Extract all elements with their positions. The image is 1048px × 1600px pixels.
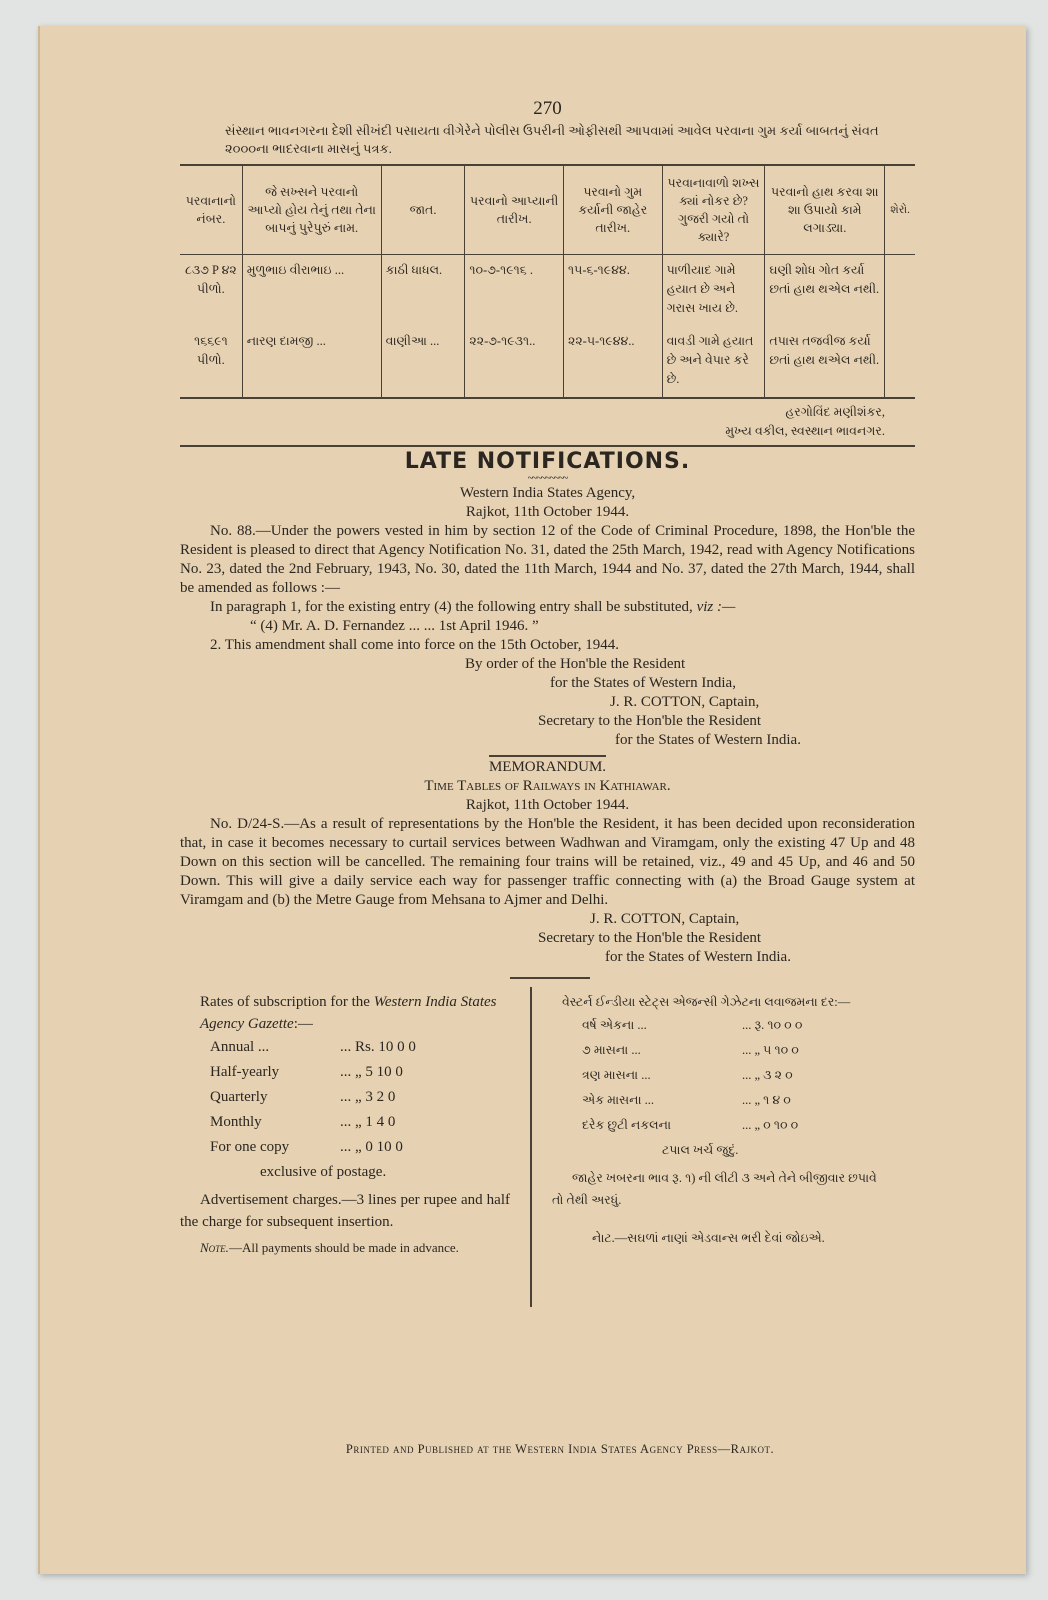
signature-line: for the States of Western India, bbox=[550, 675, 736, 691]
gujarati-payment-note: નેાટ.—સઘળાં નાણાં એડવાન્સ ભરી દેવાં જોઇએ. bbox=[592, 1231, 825, 1245]
section-divider bbox=[180, 445, 915, 447]
rate-row: Half-yearly ... „ 5 10 0 bbox=[210, 1064, 403, 1080]
amended-entry: “ (4) Mr. A. D. Fernandez ... ... 1st April 1946. ” bbox=[250, 618, 539, 634]
cell: ૨૨-૭-૧૯૩૧.. bbox=[465, 326, 564, 398]
signature-line: હરગોવિંદ મણીશંકર, bbox=[785, 405, 885, 419]
col-remarks: શેરો. bbox=[885, 165, 915, 255]
cell: પાળીયાદ ગામે હયાત છે અને ગરાસ ખાય છે. bbox=[662, 255, 765, 327]
signature-line: By order of the Hon'ble the Resident bbox=[465, 656, 686, 672]
printer-imprint: Printed and Published at the Western India States Agency Press—Rajkot. bbox=[345, 1442, 775, 1456]
rate-row: Monthly ... „ 1 4 0 bbox=[210, 1114, 396, 1130]
cell: ૨૨-૫-૧૯૪૪.. bbox=[564, 326, 663, 398]
gujarati-advertisement-charges: જાહેર ખબરના ભાવ રૂ. ૧) ની લીટી ૩ અને તેને બીજીવાર છપાવે તો તેથી અરધું. bbox=[552, 1171, 877, 1207]
gujarati-subscription-heading: વેસ્ટર્ન ઈન્ડીયા સ્ટેટ્સ એજન્સી ગેઝેટના લવાજમના દર:— bbox=[562, 995, 851, 1009]
col-lost-date: પરવાનો ગુમ કર્યાની જાહેર તારીખ. bbox=[564, 165, 663, 255]
cell: નારણ દામજી ... bbox=[242, 326, 381, 398]
table-row bbox=[180, 326, 915, 398]
gujarati-register-title: સંસ્થાન ભાવનગરના દેશી સીખંદી પસાયતા વીગેરેને પોલીસ ઉપરીની ઓફીસથી આપવામાં આવેલ પરવાના ગુમ કર્યા બાબતનું સંવત ૨૦૦૦ના ભાદરવાના માસનું પત્રક. bbox=[225, 123, 879, 156]
memorandum-text: No. D/24-S.—As a result of representations by the Hon'ble the Resident, it has been decided upon reconsideration that, in case it becomes necessary to curtail services between Wadhwan and Viramgam, only the existing 47 Up and 48 Down on this section will be cancelled. The remaining four trains will be retained, viz., 49 and 45 Up, and 46 and 50 Down. This will give a daily service each way for passenger traffic connecting with (a) the Broad Gauge system at Viramgam and (b) the Metre Gauge from Mehsana to Ajmer and Delhi. bbox=[180, 816, 915, 908]
col-recovery-steps: પરવાનો હાથ કરવા શા શા ઉપાયો કામે લગાડ્યા. bbox=[765, 165, 885, 255]
rate-row: દરેક છુટી નકલના ... „ ૦ ૧૦ ૦ bbox=[582, 1118, 799, 1132]
payment-note bbox=[180, 1233, 510, 1259]
memorandum-subtitle: Time Tables of Railways in Kathiawar. bbox=[424, 778, 671, 794]
signature-line: J. R. COTTON, Captain, bbox=[590, 911, 740, 927]
cell bbox=[885, 255, 915, 327]
notification-amendment-text bbox=[180, 598, 915, 617]
signature-line: for the States of Western India. bbox=[615, 732, 801, 748]
gazette-name: Western India States Agency Gazette bbox=[200, 994, 497, 1032]
signature-line: J. R. COTTON, Captain, bbox=[610, 694, 760, 710]
cell: વાવડી ગામે હયાત છે અને વેપાર કરે છે. bbox=[662, 326, 765, 398]
viz-label: viz :— bbox=[696, 599, 736, 615]
subscription-gujarati bbox=[552, 991, 882, 1249]
gazette-page bbox=[38, 26, 1026, 1574]
rate-row: ૭ માસના ... ... „ ૫ ૧૦ ૦ bbox=[582, 1043, 799, 1057]
signature-line: for the States of Western India. bbox=[605, 949, 791, 965]
table-header-row bbox=[180, 165, 915, 255]
cell bbox=[885, 326, 915, 398]
notice-place-date: Rajkot, 11th October 1944. bbox=[465, 504, 630, 520]
subscription-english bbox=[180, 991, 510, 1259]
heading-end: :— bbox=[293, 1016, 313, 1032]
cell: વાણીઆ ... bbox=[381, 326, 465, 398]
col-license-no: પરવાનાનો નંબર. bbox=[180, 165, 242, 255]
rate-row: ત્રણ માસના ... ... „ ૩ ૨ ૦ bbox=[582, 1068, 793, 1082]
cell: ૮૩૭ P ૪૨ પીળો. bbox=[185, 263, 237, 296]
page-content bbox=[180, 26, 915, 1307]
postage-note: exclusive of postage. bbox=[260, 1164, 387, 1180]
memorandum-title: MEMORANDUM. bbox=[489, 755, 606, 775]
amendment-effective-date: 2. This amendment shall come into force on the 15th October, 1944. bbox=[210, 637, 620, 653]
table-row bbox=[180, 255, 915, 327]
signature-line: Secretary to the Hon'ble the Resident bbox=[538, 930, 762, 946]
cell: ૧૫-૬-૧૯૪૪. bbox=[564, 255, 663, 327]
gujarati-signature bbox=[180, 403, 915, 441]
cell: તપાસ તજવીજ કર્યા છતાં હાથ થએલ નથી. bbox=[765, 326, 885, 398]
notification-88-text: No. 88.—Under the powers vested in him by section 12 of the Code of Criminal Procedure, 1898, the Hon'ble the Resident is pleased to direct that Agency Notification No. 31, dated the 25th March, 1942, read with Agency Notifications No. 23, dated the 2nd February, 1943, No. 30, dated the 11th March, 1944 and No. 37, dated the 27th March, 1944, shall be amended as follows :— bbox=[180, 523, 915, 596]
subscription-section bbox=[180, 977, 915, 1307]
memorandum-heading bbox=[180, 758, 915, 777]
col-holder-status: પરવાનાવાળો શખ્સ ક્યાં નોકર છે? ગુજરી ગયો તો ક્યારે? bbox=[662, 165, 765, 255]
cell: કાઠી ધાધલ. bbox=[381, 255, 465, 327]
notice-signature bbox=[180, 655, 915, 750]
rate-row: For one copy ... „ 0 10 0 bbox=[210, 1139, 403, 1155]
rate-row: Annual ... ... Rs. 10 0 0 bbox=[210, 1039, 416, 1055]
heading-text: Rates of subscription for the bbox=[200, 994, 370, 1010]
cell: ૧૬૬૯૧ પીળો. bbox=[180, 326, 242, 398]
late-notifications-heading: LATE NOTIFICATIONS. bbox=[404, 449, 691, 474]
cell: મુળુભાઇ વીરાભાઇ ... bbox=[242, 255, 381, 327]
subscription-heading bbox=[180, 991, 510, 1035]
rate-row: વર્ષ એકના ... ... રૂ. ૧૦ ૦ ૦ bbox=[582, 1018, 803, 1032]
amendment-prefix: In paragraph 1, for the existing entry (4) the following entry shall be substituted, bbox=[210, 599, 693, 615]
advertisement-charges: Advertisement charges.—3 lines per rupee and half the charge for subsequent insertion. bbox=[180, 1192, 510, 1230]
cell: ઘણી શોધ ગોત કર્યા છતાં હાથ થએલ નથી. bbox=[765, 255, 885, 327]
agency-name: Western India States Agency, bbox=[459, 485, 636, 501]
signature-line: Secretary to the Hon'ble the Resident bbox=[538, 713, 762, 729]
memorandum-signature bbox=[180, 910, 915, 967]
signature-line: મુખ્ય વકીલ, સ્વસ્થાન ભાવનગર. bbox=[725, 424, 885, 438]
gujarati-postage-note: ટપાલ ખર્ચ જુદું. bbox=[662, 1143, 739, 1157]
column-divider bbox=[530, 987, 532, 1307]
page-number: 270 bbox=[533, 98, 562, 119]
col-caste: જાત. bbox=[381, 165, 465, 255]
col-name: જે સખ્સને પરવાનો આપ્યો હોય તેનું તથા તેના બાપનું પુરેપુરું નામ. bbox=[242, 165, 381, 255]
ornament-rule: ~~~~~~~~~ bbox=[527, 473, 568, 484]
subscription-top-rule bbox=[510, 977, 590, 979]
rate-row: એક માસના ... ... „ ૧ ૪ ૦ bbox=[582, 1093, 791, 1107]
license-register-table bbox=[180, 164, 915, 399]
note-text: —All payments should be made in advance. bbox=[228, 1240, 459, 1255]
rate-row: Quarterly ... „ 3 2 0 bbox=[210, 1089, 396, 1105]
memorandum-place-date: Rajkot, 11th October 1944. bbox=[465, 797, 630, 813]
cell: ૧૦-૭-૧૯૧૬ . bbox=[465, 255, 564, 327]
note-label: Note. bbox=[200, 1240, 229, 1255]
col-issue-date: પરવાનો આપ્યાની તારીખ. bbox=[465, 165, 564, 255]
